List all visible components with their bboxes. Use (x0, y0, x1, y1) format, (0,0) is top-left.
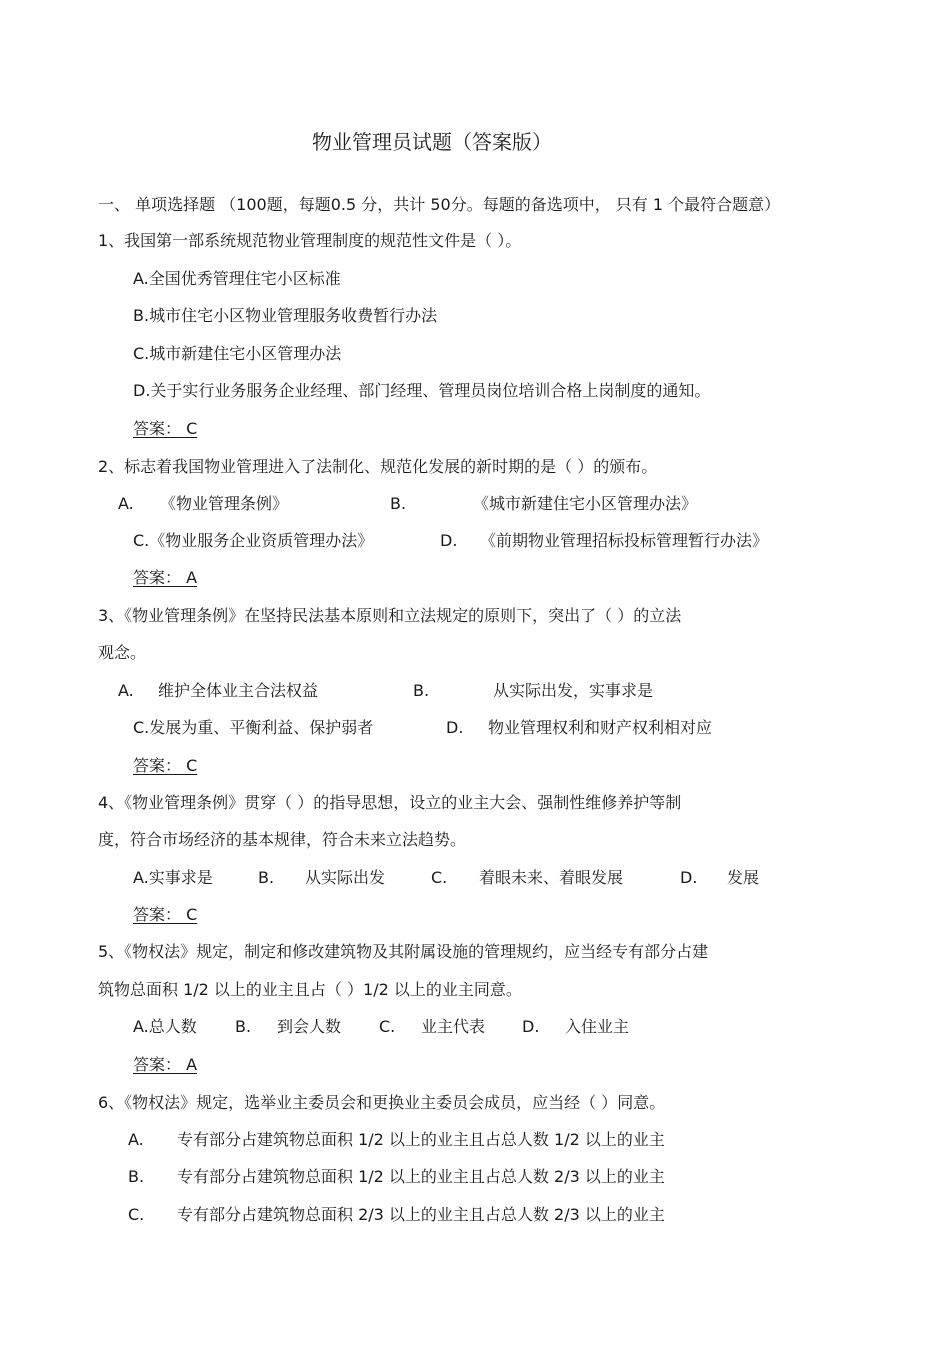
question-6-option-b-letter: B. (128, 1167, 145, 1186)
question-6-option-c-letter: C. (128, 1205, 145, 1224)
question-3-option-a-letter: A. (118, 681, 134, 700)
question-2-option-c: C.《物业服务企业资质管理办法》 (133, 531, 374, 550)
question-2-answer: 答案： A (133, 568, 198, 587)
question-1-option-a: A.全国优秀管理住宅小区标准 (133, 269, 341, 288)
question-1-option-b: B.城市住宅小区物业管理服务收费暂行办法 (133, 306, 438, 325)
question-1-answer: 答案： C (133, 419, 198, 438)
question-1-option-c: C.城市新建住宅小区管理办法 (133, 344, 342, 363)
question-5-option-a: A.总人数 (133, 1017, 197, 1036)
question-2-option-d-text: 《前期物业管理招标投标管理暂行办法》 (480, 531, 769, 550)
question-3-option-d-letter: D. (446, 718, 464, 737)
question-2-option-d-letter: D. (440, 531, 458, 550)
question-5-option-c-letter: C. (379, 1017, 396, 1036)
question-2-stem: 2、标志着我国物业管理进入了法制化、规范化发展的新时期的是（ ）的颁布。 (98, 457, 658, 476)
question-4-answer: 答案： C (133, 905, 198, 924)
question-3-option-c: C.发展为重、平衡利益、保护弱者 (133, 718, 374, 737)
question-4-option-b-text: 从实际出发 (305, 868, 386, 887)
question-5-option-c-text: 业主代表 (421, 1017, 486, 1036)
question-2-option-b-letter: B. (390, 494, 407, 513)
question-3-answer: 答案： C (133, 756, 198, 775)
section-heading: 一、 单项选择题 （100题，每题0.5 分，共计 50分。每题的备选项中， 只有 1 个最符合题意） (98, 195, 781, 214)
question-4-option-c-text: 着眼未来、着眼发展 (479, 868, 624, 887)
question-4-stem-line-1: 4、《物业管理条例》贯穿（ ）的指导思想，设立的业主大会、强制性维修养护等制 (98, 793, 682, 812)
question-5-option-d-text: 入住业主 (565, 1017, 630, 1036)
question-6-option-a-letter: A. (128, 1130, 144, 1149)
question-3-stem-line-2: 观念。 (98, 643, 147, 662)
question-5-option-b-letter: B. (235, 1017, 252, 1036)
question-6-option-b-text: 专有部分占建筑物总面积 1/2 以上的业主且占总人数 2/3 以上的业主 (177, 1167, 665, 1186)
question-4-option-c-letter: C. (431, 868, 448, 887)
question-6-option-a-text: 专有部分占建筑物总面积 1/2 以上的业主且占总人数 1/2 以上的业主 (177, 1130, 665, 1149)
page-title: 物业管理员试题（答案版） (312, 130, 552, 154)
question-1-option-d: D.关于实行业务服务企业经理、部门经理、管理员岗位培训合格上岗制度的通知。 (133, 381, 711, 400)
question-4-option-a: A.实事求是 (133, 868, 213, 887)
question-1-stem: 1、我国第一部系统规范物业管理制度的规范性文件是（ ）。 (98, 231, 522, 250)
question-6-stem: 6、《物权法》规定，选举业主委员会和更换业主委员会成员，应当经（ ）同意。 (98, 1093, 666, 1112)
question-3-option-a-text: 维护全体业主合法权益 (158, 681, 319, 700)
question-4-stem-line-2: 度，符合市场经济的基本规律，符合未来立法趋势。 (98, 830, 467, 849)
question-3-stem-line-1: 3、《物业管理条例》在坚持民法基本原则和立法规定的原则下，突出了（ ）的立法 (98, 606, 682, 625)
question-6-option-c-text: 专有部分占建筑物总面积 2/3 以上的业主且占总人数 2/3 以上的业主 (177, 1205, 665, 1224)
question-5-answer: 答案： A (133, 1055, 198, 1074)
question-2-option-b-text: 《城市新建住宅小区管理办法》 (473, 494, 698, 513)
question-5-option-d-letter: D. (522, 1017, 540, 1036)
question-2-option-a-text: 《物业管理条例》 (160, 494, 289, 513)
question-3-option-b-text: 从实际出发，实事求是 (493, 681, 654, 700)
question-2-option-a-letter: A. (118, 494, 134, 513)
question-5-option-b-text: 到会人数 (277, 1017, 342, 1036)
question-5-stem-line-2: 筑物总面积 1/2 以上的业主且占（ ）1/2 以上的业主同意。 (98, 980, 522, 999)
question-5-stem-line-1: 5、《物权法》规定，制定和修改建筑物及其附属设施的管理规约，应当经专有部分占建 (98, 942, 709, 961)
question-4-option-d-letter: D. (680, 868, 698, 887)
question-4-option-d-text: 发展 (727, 868, 760, 887)
question-3-option-d-text: 物业管理权利和财产权利相对应 (488, 718, 713, 737)
question-4-option-b-letter: B. (258, 868, 275, 887)
question-3-option-b-letter: B. (413, 681, 430, 700)
